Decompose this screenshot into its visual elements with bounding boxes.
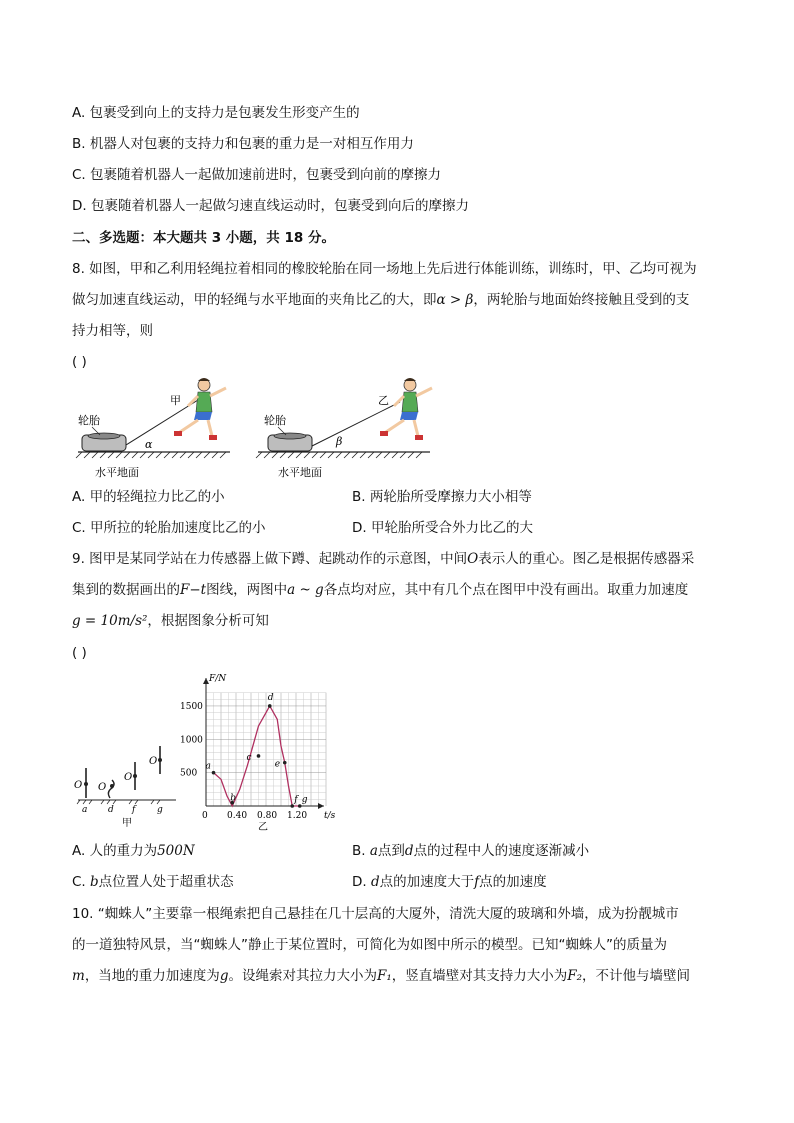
rope xyxy=(126,400,198,445)
q10-stem-line2: 的一道独特风景，当“蜘蛛人”静止于某位置时，可简化为如图中所示的模型。已知“蜘蛛人”的质量为 xyxy=(72,937,667,953)
q9-stem-line3: g = 10m/s²，根据图象分析可知 xyxy=(72,613,269,629)
x-tick-label: 1.20 xyxy=(287,811,308,821)
y-tick-label: 500 xyxy=(180,768,198,779)
point-label: d xyxy=(267,692,274,703)
svg-text:t/s: t/s xyxy=(324,811,336,821)
svg-text:F/N: F/N xyxy=(209,674,227,684)
q9-option-d: D. d点的加速度大于f点的加速度 xyxy=(352,874,547,890)
svg-text:轮胎: 轮胎 xyxy=(78,414,100,427)
q8-option-a: A. 甲的轻绳拉力比乙的小 xyxy=(72,489,225,505)
svg-text:g: g xyxy=(157,805,163,815)
q8-stem-line1: 8. 如图，甲和乙利用轻绳拉着相同的橡胶轮胎在同一场地上先后进行体能训练，训练时，甲、乙均可视为 xyxy=(72,261,697,277)
svg-text:a: a xyxy=(82,805,88,815)
q8-option-b: B. 两轮胎所受摩擦力大小相等 xyxy=(352,489,532,505)
q8-option-c: C. 甲所拉的轮胎加速度比乙的小 xyxy=(72,520,266,536)
svg-text:β: β xyxy=(336,435,343,448)
svg-text:O: O xyxy=(74,780,83,791)
y-tick-label: 1000 xyxy=(180,735,203,746)
q7-option-c: C. 包裹随着机器人一起做加速前进时，包裹受到向前的摩擦力 xyxy=(72,167,442,183)
q9-stem-line1: 9. 图甲是某同学站在力传感器上做下蹲、起跳动作的示意图，中间O表示人的重心。图乙是根据传感器采 xyxy=(72,551,695,567)
q8-figure-right xyxy=(254,372,454,484)
svg-text:甲: 甲 xyxy=(122,818,132,829)
q10-stem-line3: m，当地的重力加速度为g。设绳索对其拉力大小为F₁，竖直墙壁对其支持力大小为F₂，不计他与墙壁间 xyxy=(72,968,691,984)
svg-text:O: O xyxy=(124,772,133,783)
svg-text:甲: 甲 xyxy=(170,394,181,407)
q8-answer-paren: ( ) xyxy=(72,354,87,370)
svg-text:f: f xyxy=(132,805,136,815)
q8-option-d: D. 甲轮胎所受合外力比乙的大 xyxy=(352,520,533,536)
data-point xyxy=(257,754,261,758)
svg-text:乙: 乙 xyxy=(258,822,268,833)
q10-stem-line1: 10. “蜘蛛人”主要靠一根绳索把自己悬挂在几十层高的大厦外，清洗大厦的玻璃和外墙，成为扮靓城市 xyxy=(72,906,679,922)
x-tick-label: 0.80 xyxy=(257,811,278,821)
svg-text:0: 0 xyxy=(202,811,208,821)
y-tick-label: 1500 xyxy=(180,701,203,712)
runner-icon xyxy=(174,378,226,440)
data-point xyxy=(212,771,216,775)
q8-stem-line2: 做匀加速直线运动，甲的轻绳与水平地面的夹角比乙的大，即α > β，两轮胎与地面始终接触且受到的支 xyxy=(72,292,690,308)
x-tick-label: 0.40 xyxy=(227,811,248,821)
svg-text:轮胎: 轮胎 xyxy=(264,414,286,427)
q7-option-d: D. 包裹随着机器人一起做匀速直线运动时，包裹受到向后的摩擦力 xyxy=(72,198,469,214)
q7-option-a: A. 包裹受到向上的支持力是包裹发生形变产生的 xyxy=(72,105,360,121)
q9-option-c: C. b点位置人处于超重状态 xyxy=(72,874,234,890)
svg-text:水平地面: 水平地面 xyxy=(278,466,322,479)
point-label: f xyxy=(294,795,298,805)
svg-text:d: d xyxy=(108,805,114,815)
svg-text:乙: 乙 xyxy=(378,394,389,407)
runner-icon xyxy=(380,378,432,440)
svg-text:α: α xyxy=(145,438,153,451)
svg-text:O: O xyxy=(98,782,107,793)
q9-stem-line2: 集到的数据画出的F−t图线，两图中a ~ g各点均对应，其中有几个点在图甲中没有画出。取重力加速度 xyxy=(72,582,689,598)
point-label: b xyxy=(230,793,237,804)
point-label: e xyxy=(274,759,281,770)
q9-figure-jia xyxy=(72,740,182,830)
data-point xyxy=(268,704,272,708)
q9-option-b: B. a点到d点的过程中人的速度逐渐减小 xyxy=(352,843,590,859)
q9-ft-chart xyxy=(178,672,338,834)
rope xyxy=(312,402,400,446)
data-point xyxy=(283,761,287,765)
q9-answer-paren: ( ) xyxy=(72,645,87,661)
svg-text:水平地面: 水平地面 xyxy=(95,466,139,479)
q9-option-a: A. 人的重力为500N xyxy=(72,843,195,859)
point-label: c xyxy=(246,752,252,763)
q7-option-b: B. 机器人对包裹的支持力和包裹的重力是一对相互作用力 xyxy=(72,136,414,152)
q8-stem-line3: 持力相等，则 xyxy=(72,323,153,339)
section-heading-multiple-choice: 二、多选题：本大题共 3 小题，共 18 分。 xyxy=(72,230,335,246)
point-label: g xyxy=(301,795,308,805)
point-label: a xyxy=(205,761,211,772)
q8-left-figure xyxy=(76,378,230,479)
svg-text:O: O xyxy=(149,756,158,767)
